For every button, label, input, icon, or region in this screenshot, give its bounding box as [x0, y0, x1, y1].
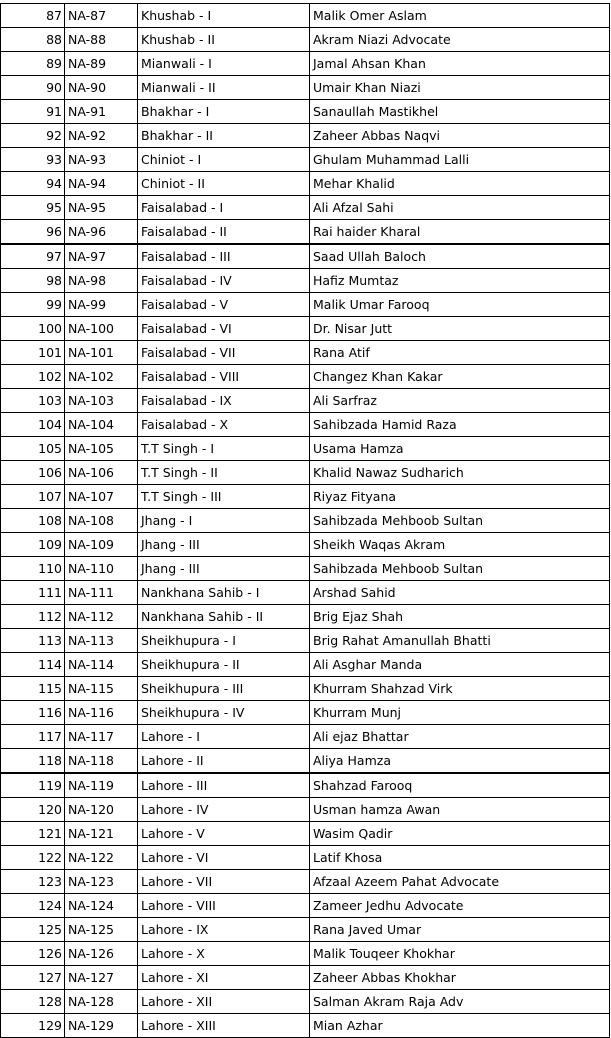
table-row [1, 629, 610, 653]
candidate-name-cell: Sanaullah Mastikhel [310, 100, 610, 124]
candidate-name-cell: Sahibzada Mehboob Sultan [310, 509, 610, 533]
constituency-code-cell: NA-108 [65, 509, 138, 533]
table-row [1, 870, 610, 894]
constituency-code-cell: NA-121 [65, 822, 138, 846]
constituency-name-cell: Lahore - IX [138, 918, 310, 942]
serial-number-cell: 96 [1, 220, 65, 245]
table-row [1, 581, 610, 605]
candidate-name-cell: Sahibzada Mehboob Sultan [310, 557, 610, 581]
constituency-name-cell: Sheikhupura - IV [138, 701, 310, 725]
table-row [1, 389, 610, 413]
constituency-name-cell: Faisalabad - VIII [138, 365, 310, 389]
constituency-name-cell: Jhang - I [138, 509, 310, 533]
table-row [1, 172, 610, 196]
serial-number-cell: 128 [1, 990, 65, 1014]
constituency-code-cell: NA-101 [65, 341, 138, 365]
serial-number-cell: 107 [1, 485, 65, 509]
candidate-name-cell: Ali Sarfraz [310, 389, 610, 413]
candidate-name-cell: Sahibzada Hamid Raza [310, 413, 610, 437]
candidate-name-cell: Rai haider Kharal [310, 220, 610, 245]
constituency-code-cell: NA-116 [65, 701, 138, 725]
constituency-name-cell: Lahore - V [138, 822, 310, 846]
candidate-name-cell: Aliya Hamza [310, 749, 610, 774]
serial-number-cell: 108 [1, 509, 65, 533]
constituency-name-cell: Jhang - III [138, 557, 310, 581]
serial-number-cell: 95 [1, 196, 65, 220]
constituency-name-cell: Lahore - VI [138, 846, 310, 870]
table-row [1, 413, 610, 437]
table-row [1, 653, 610, 677]
constituency-name-cell: Nankhana Sahib - I [138, 581, 310, 605]
candidate-name-cell: Wasim Qadir [310, 822, 610, 846]
constituency-code-cell: NA-102 [65, 365, 138, 389]
serial-number-cell: 119 [1, 773, 65, 798]
table-row [1, 749, 610, 774]
table-row [1, 822, 610, 846]
candidate-name-cell: Ghulam Muhammad Lalli [310, 148, 610, 172]
constituency-name-cell: Lahore - IV [138, 798, 310, 822]
table-row [1, 846, 610, 870]
constituency-name-cell: Bhakhar - I [138, 100, 310, 124]
constituency-name-cell: Lahore - VII [138, 870, 310, 894]
serial-number-cell: 113 [1, 629, 65, 653]
constituency-code-cell: NA-117 [65, 725, 138, 749]
constituency-name-cell: Khushab - I [138, 4, 310, 28]
constituency-name-cell: Faisalabad - IX [138, 389, 310, 413]
serial-number-cell: 126 [1, 942, 65, 966]
constituency-name-cell: Faisalabad - II [138, 220, 310, 245]
candidate-name-cell: Jamal Ahsan Khan [310, 52, 610, 76]
serial-number-cell: 127 [1, 966, 65, 990]
candidate-name-cell: Brig Rahat Amanullah Bhatti [310, 629, 610, 653]
constituency-code-cell: NA-113 [65, 629, 138, 653]
constituency-code-cell: NA-93 [65, 148, 138, 172]
constituency-code-cell: NA-115 [65, 677, 138, 701]
candidate-name-cell: Akram Niazi Advocate [310, 28, 610, 52]
constituency-code-cell: NA-87 [65, 4, 138, 28]
serial-number-cell: 89 [1, 52, 65, 76]
constituency-name-cell: Faisalabad - III [138, 244, 310, 269]
constituency-code-cell: NA-98 [65, 269, 138, 293]
serial-number-cell: 91 [1, 100, 65, 124]
constituency-code-cell: NA-120 [65, 798, 138, 822]
constituency-name-cell: Faisalabad - V [138, 293, 310, 317]
constituency-name-cell: Chiniot - II [138, 172, 310, 196]
constituency-code-cell: NA-97 [65, 244, 138, 269]
candidate-name-cell: Shahzad Farooq [310, 773, 610, 798]
candidate-name-cell: Riyaz Fityana [310, 485, 610, 509]
serial-number-cell: 93 [1, 148, 65, 172]
table-row [1, 148, 610, 172]
constituency-name-cell: Lahore - I [138, 725, 310, 749]
constituency-name-cell: T.T Singh - II [138, 461, 310, 485]
table-row [1, 509, 610, 533]
constituency-code-cell: NA-111 [65, 581, 138, 605]
candidate-name-cell: Rana Javed Umar [310, 918, 610, 942]
constituency-code-cell: NA-122 [65, 846, 138, 870]
candidate-name-cell: Sheikh Waqas Akram [310, 533, 610, 557]
serial-number-cell: 104 [1, 413, 65, 437]
constituency-name-cell: Faisalabad - VII [138, 341, 310, 365]
candidate-name-cell: Ali Afzal Sahi [310, 196, 610, 220]
table-row [1, 100, 610, 124]
candidate-name-cell: Zameer Jedhu Advocate [310, 894, 610, 918]
serial-number-cell: 102 [1, 365, 65, 389]
serial-number-cell: 122 [1, 846, 65, 870]
constituency-name-cell: Jhang - III [138, 533, 310, 557]
candidate-name-cell: Afzaal Azeem Pahat Advocate [310, 870, 610, 894]
candidate-name-cell: Usman hamza Awan [310, 798, 610, 822]
candidate-name-cell: Khurram Shahzad Virk [310, 677, 610, 701]
constituency-name-cell: T.T Singh - I [138, 437, 310, 461]
table-row [1, 557, 610, 581]
constituency-code-cell: NA-91 [65, 100, 138, 124]
serial-number-cell: 105 [1, 437, 65, 461]
table-row [1, 76, 610, 100]
candidate-name-cell: Zaheer Abbas Naqvi [310, 124, 610, 148]
table-row [1, 293, 610, 317]
constituency-code-cell: NA-123 [65, 870, 138, 894]
candidate-name-cell: Usama Hamza [310, 437, 610, 461]
candidate-name-cell: Khalid Nawaz Sudharich [310, 461, 610, 485]
serial-number-cell: 97 [1, 244, 65, 269]
constituency-name-cell: Faisalabad - I [138, 196, 310, 220]
constituency-code-cell: NA-100 [65, 317, 138, 341]
constituency-code-cell: NA-110 [65, 557, 138, 581]
table-row [1, 1014, 610, 1038]
constituency-name-cell: Lahore - XII [138, 990, 310, 1014]
table-row [1, 124, 610, 148]
constituency-name-cell: Sheikhupura - I [138, 629, 310, 653]
table-row [1, 942, 610, 966]
serial-number-cell: 101 [1, 341, 65, 365]
serial-number-cell: 98 [1, 269, 65, 293]
serial-number-cell: 129 [1, 1014, 65, 1038]
constituency-code-cell: NA-124 [65, 894, 138, 918]
table-row [1, 317, 610, 341]
constituency-name-cell: Lahore - VIII [138, 894, 310, 918]
constituency-code-cell: NA-96 [65, 220, 138, 245]
constituency-code-cell: NA-105 [65, 437, 138, 461]
table-row [1, 220, 610, 245]
table-row [1, 437, 610, 461]
serial-number-cell: 100 [1, 317, 65, 341]
constituency-code-cell: NA-129 [65, 1014, 138, 1038]
constituency-name-cell: Lahore - III [138, 773, 310, 798]
candidate-name-cell: Brig Ejaz Shah [310, 605, 610, 629]
serial-number-cell: 116 [1, 701, 65, 725]
constituency-code-cell: NA-104 [65, 413, 138, 437]
serial-number-cell: 124 [1, 894, 65, 918]
constituency-code-cell: NA-109 [65, 533, 138, 557]
serial-number-cell: 123 [1, 870, 65, 894]
serial-number-cell: 94 [1, 172, 65, 196]
constituency-code-cell: NA-106 [65, 461, 138, 485]
constituency-code-cell: NA-114 [65, 653, 138, 677]
constituency-name-cell: Sheikhupura - III [138, 677, 310, 701]
table-row [1, 701, 610, 725]
serial-number-cell: 103 [1, 389, 65, 413]
candidate-name-cell: Malik Omer Aslam [310, 4, 610, 28]
candidate-name-cell: Salman Akram Raja Adv [310, 990, 610, 1014]
serial-number-cell: 109 [1, 533, 65, 557]
serial-number-cell: 120 [1, 798, 65, 822]
table-row [1, 798, 610, 822]
table-row [1, 990, 610, 1014]
constituency-name-cell: Lahore - X [138, 942, 310, 966]
table-row [1, 918, 610, 942]
serial-number-cell: 90 [1, 76, 65, 100]
table-row [1, 605, 610, 629]
candidate-name-cell: Changez Khan Kakar [310, 365, 610, 389]
table-row [1, 4, 610, 28]
table-row [1, 28, 610, 52]
constituency-name-cell: Khushab - II [138, 28, 310, 52]
table-row [1, 533, 610, 557]
table-row [1, 894, 610, 918]
constituency-name-cell: Chiniot - I [138, 148, 310, 172]
table-row [1, 485, 610, 509]
constituency-name-cell: Lahore - II [138, 749, 310, 774]
constituency-name-cell: Lahore - XI [138, 966, 310, 990]
constituency-code-cell: NA-127 [65, 966, 138, 990]
candidate-name-cell: Rana Atif [310, 341, 610, 365]
serial-number-cell: 112 [1, 605, 65, 629]
serial-number-cell: 125 [1, 918, 65, 942]
serial-number-cell: 99 [1, 293, 65, 317]
candidate-name-cell: Arshad Sahid [310, 581, 610, 605]
constituency-code-cell: NA-128 [65, 990, 138, 1014]
constituency-name-cell: Faisalabad - IV [138, 269, 310, 293]
table-row [1, 52, 610, 76]
candidate-name-cell: Mehar Khalid [310, 172, 610, 196]
table-row [1, 725, 610, 749]
table-row [1, 341, 610, 365]
table-row [1, 966, 610, 990]
candidate-name-cell: Latif Khosa [310, 846, 610, 870]
serial-number-cell: 115 [1, 677, 65, 701]
serial-number-cell: 88 [1, 28, 65, 52]
constituency-table-body [1, 4, 610, 1038]
candidate-name-cell: Mian Azhar [310, 1014, 610, 1038]
candidate-name-cell: Ali ejaz Bhattar [310, 725, 610, 749]
serial-number-cell: 118 [1, 749, 65, 774]
candidate-name-cell: Zaheer Abbas Khokhar [310, 966, 610, 990]
table-row [1, 365, 610, 389]
candidate-name-cell: Umair Khan Niazi [310, 76, 610, 100]
candidate-name-cell: Dr. Nisar Jutt [310, 317, 610, 341]
candidate-name-cell: Hafiz Mumtaz [310, 269, 610, 293]
constituency-name-cell: Faisalabad - VI [138, 317, 310, 341]
constituency-code-cell: NA-112 [65, 605, 138, 629]
constituency-code-cell: NA-107 [65, 485, 138, 509]
constituency-name-cell: Nankhana Sahib - II [138, 605, 310, 629]
table-row [1, 244, 610, 269]
candidate-name-cell: Saad Ullah Baloch [310, 244, 610, 269]
constituency-code-cell: NA-126 [65, 942, 138, 966]
constituency-name-cell: Mianwali - I [138, 52, 310, 76]
constituency-name-cell: Faisalabad - X [138, 413, 310, 437]
constituency-name-cell: Sheikhupura - II [138, 653, 310, 677]
constituency-code-cell: NA-118 [65, 749, 138, 774]
constituency-code-cell: NA-119 [65, 773, 138, 798]
candidate-name-cell: Ali Asghar Manda [310, 653, 610, 677]
table-row [1, 773, 610, 798]
table-row [1, 461, 610, 485]
constituency-code-cell: NA-90 [65, 76, 138, 100]
candidate-name-cell: Malik Touqeer Khokhar [310, 942, 610, 966]
serial-number-cell: 106 [1, 461, 65, 485]
constituency-code-cell: NA-94 [65, 172, 138, 196]
serial-number-cell: 121 [1, 822, 65, 846]
serial-number-cell: 87 [1, 4, 65, 28]
candidate-name-cell: Malik Umar Farooq [310, 293, 610, 317]
candidate-name-cell: Khurram Munj [310, 701, 610, 725]
serial-number-cell: 114 [1, 653, 65, 677]
constituency-code-cell: NA-99 [65, 293, 138, 317]
serial-number-cell: 111 [1, 581, 65, 605]
constituency-name-cell: Bhakhar - II [138, 124, 310, 148]
constituency-code-cell: NA-125 [65, 918, 138, 942]
constituency-name-cell: Lahore - XIII [138, 1014, 310, 1038]
constituency-name-cell: T.T Singh - III [138, 485, 310, 509]
serial-number-cell: 117 [1, 725, 65, 749]
serial-number-cell: 110 [1, 557, 65, 581]
constituency-code-cell: NA-92 [65, 124, 138, 148]
constituency-code-cell: NA-103 [65, 389, 138, 413]
table-row [1, 269, 610, 293]
serial-number-cell: 92 [1, 124, 65, 148]
constituency-code-cell: NA-88 [65, 28, 138, 52]
constituency-name-cell: Mianwali - II [138, 76, 310, 100]
table-row [1, 196, 610, 220]
constituency-code-cell: NA-95 [65, 196, 138, 220]
table-row [1, 677, 610, 701]
constituency-code-cell: NA-89 [65, 52, 138, 76]
constituency-table [0, 3, 610, 1038]
